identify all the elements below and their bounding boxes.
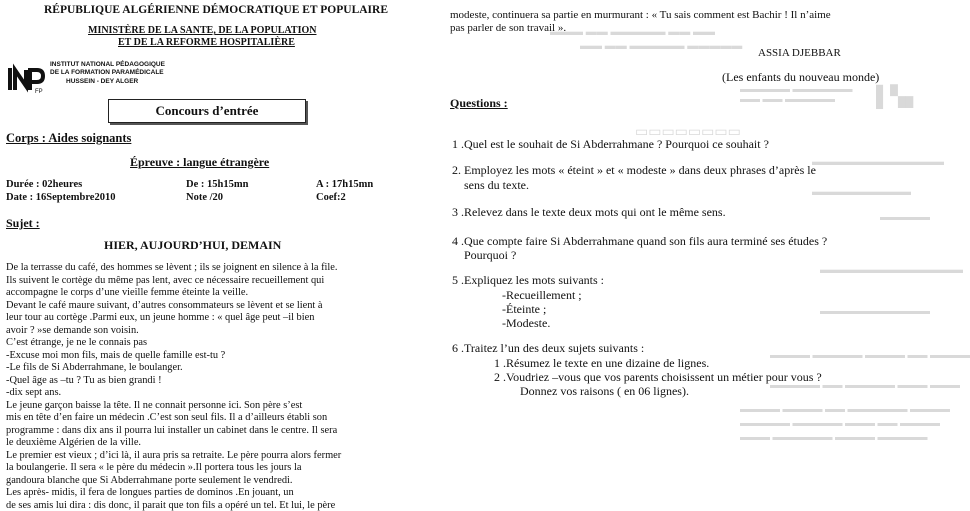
note-label: Note /20 [186,192,224,203]
sujet-label: Sujet : [6,216,40,230]
duree-label: Durée : 02heures [6,179,83,190]
ministry-line-2: ET DE LA REFORME HOSPITALIÈRE [118,37,295,48]
question-6-option-2-cont: Donnez vos raisons ( en 06 lignes). [520,384,689,398]
inpfp-logo-icon [8,66,46,94]
date-label: Date : 16Septembre2010 [6,192,116,203]
text-line: -Quel âge as –tu ? Tu as bien grandi ! [6,374,162,386]
text-line: -Excuse moi mon fils, mais de quelle famille est-tu ? [6,349,226,361]
question-3: 3 .Relevez dans le texte deux mots qui ont le même sens. [452,205,726,219]
text-line: Le premier est vieux ; d’ici là, il aura pris sa retraite. Le père pourra alors fermer [6,449,342,461]
question-6: 6 .Traitez l’un des deux sujets suivants : [452,341,645,355]
logo-sub: FP [35,89,43,95]
text-line: le deuxième Algérien de la ville. [6,437,142,448]
end-time-label: A : 17h15mn [316,179,374,190]
question-5-word-2: -Éteinte ; [502,302,547,316]
text-line: Le jeune garçon baisse la tête. Il ne connait personne ici. Son père s’est [6,399,303,411]
questions-heading: Questions : [450,96,508,110]
ministry-line-1: MINISTÈRE DE LA SANTE, DE LA POPULATION [88,25,317,36]
question-1: 1 .Quel est le souhait de Si Abderrahmane ? Pourquoi ce souhait ? [452,137,769,151]
text-line: Ils suivent le cortège du même pas lent, avec ce nécessaire recueillement qui [6,274,325,286]
text-line: Devant le café maure suivant, d’autres consommateurs se lèvent et se lient à [6,299,323,311]
text-line: C’est étrange, je ne le connais pas [6,337,148,348]
source-title: (Les enfants du nouveau monde) [722,70,880,84]
question-4-cont: Pourquoi ? [464,248,517,262]
text-line: Les après- midis, il fera de longues parties de dominos .En jouant, un [6,487,294,498]
institute-line-1: INSTITUT NATIONAL PÉDAGOGIQUE [50,61,165,68]
continuation-line-2: pas parler de son travail ». [450,22,567,34]
continuation-line-1: modeste, continuera sa partie en murmurant : « Tu sais comment est Bachir ! Il n’aime [450,9,831,21]
question-6-option-1: 1 .Résumez le texte en une dizaine de lignes. [494,356,710,370]
question-2-cont: sens du texte. [464,178,529,192]
author-name: ASSIA DJEBBAR [758,47,841,59]
question-5-word-1: -Recueillement ; [502,288,582,302]
text-line: programme : dans dix ans il pourra lui installer un cabinet dans le centre. Il sera [6,424,338,436]
right-column: ▬▬▬ ▬▬ ▬▬▬▬▬ ▬▬ ▬▬ ▬▬ ▬▬ ▬▬▬▬▬ ▬▬▬▬▬ ▬▬▬▬▬ ▬▬▬▬▬▬ ▬▬ ▬▬ ▬▬▬▬▬ ▌▚▖ ▭▭▭▭▭▭▭▭ ▬▬▬▬▬▬▬▬▬▬▬▬ ▬▬▬▬▬▬▬▬▬ ▬▬▬▬▬ ▬▬▬▬▬▬▬▬▬▬▬▬▬ ▬▬▬▬▬▬▬▬▬▬▬ ▬▬▬▬ ▬▬▬▬▬ ▬▬▬▬ ▬▬ ▬▬▬▬ ▬▬▬▬▬ ▬▬ ▬▬▬▬▬ ▬▬▬ ▬▬▬ ▬▬▬▬ ▬▬▬▬ ▬▬ ▬▬▬▬▬▬ ▬▬▬▬ ▬▬▬▬▬ ▬▬▬▬▬ ▬▬▬ ▬▬ ▬▬▬▬ ▬▬▬ ▬▬▬▬▬▬ ▬▬▬▬ ▬▬▬▬▬ modeste, continuera sa partie en murmurant : « Tu sais comment est Bachir ! Il n’aime pas parler de son travail ». ASSIA DJEBBAR (Les enfants du nouveau monde) Questions : 1 .Quel est le souhait de Si Abderrahmane ? Pourquoi ce souhait ? 2. Employez les mots « éteint » et « modeste » dans deux phrases d’après le sens du texte. 3 .Relevez dans le texte deux mots qui ont le même sens. 4 .Que compte faire Si Abderrahmane quand son fils aura terminé ses études ? Pourquoi ? 5 .Expliquez les mots suivants : -Recueillement ; -Éteinte ; -Modeste. 6 .Traitez l’un des deux sujets suivants : 1 .Résumez le texte en une dizaine de lignes. 2 .Voudriez –vous que vos parents choisissent un métier pour vous ? Donnez vos raisons ( en 06 lignes). [450,9,970,443]
exam-title-box: Concours d’entrée [108,99,306,123]
epreuve-label: Épreuve : langue étrangère [130,155,270,169]
question-2: 2. Employez les mots « éteint » et « modeste » dans deux phrases d’après le [452,163,816,177]
text-line: avoir ? »se demande son voisin. [6,324,139,336]
institute-line-2: DE LA FORMATION PARAMÉDICALE [50,69,164,76]
text-line: de ses amis lui dira : dis donc, il parait que ton fils a opéré un tel. Et lui, le père [6,499,336,511]
coef-label: Coef:2 [316,192,346,203]
left-column [0,0,438,511]
question-6-option-2: 2 .Voudriez –vous que vos parents choisissent un métier pour vous ? [494,370,822,384]
text-line: la boulangerie. Il sera « le père du médecin ».Il portera tous les jours la [6,462,302,473]
text-line: leur tour au cortège .Parmi eux, un jeune homme : « quel âge peut –il bien [6,312,315,323]
text-title: HIER, AUJOURD’HUI, DEMAIN [104,238,282,252]
text-line: -Le fils de Si Abderrahmane, le boulanger. [6,362,183,373]
start-time-label: De : 15h15mn [186,179,249,190]
institute-line-3: HUSSEIN - DEY ALGER [66,78,139,85]
question-4: 4 .Que compte faire Si Abderrahmane quand son fils aura terminé ses études ? [452,234,828,248]
corps-label: Corps : Aides soignants [6,131,132,145]
text-line: De la terrasse du café, des hommes se lèvent ; ils se joignent en silence à la file. [6,262,338,273]
question-5: 5 .Expliquez les mots suivants : [452,273,604,287]
text-line: mis en tête d’en faire un médecin .C’est son seul fils. Il a d’ailleurs établi son [6,412,328,423]
text-line: accompagne le corps d’une vieille femme éteinte la veille. [6,287,249,298]
text-line: gandoura blanche que Si Abderrahmane porte seulement le vendredi. [6,474,293,486]
text-line: -dix sept ans. [6,387,62,398]
republic-heading: RÉPUBLIQUE ALGÉRIENNE DÉMOCRATIQUE ET POPULAIRE [44,4,388,16]
question-5-word-3: -Modeste. [502,316,551,330]
